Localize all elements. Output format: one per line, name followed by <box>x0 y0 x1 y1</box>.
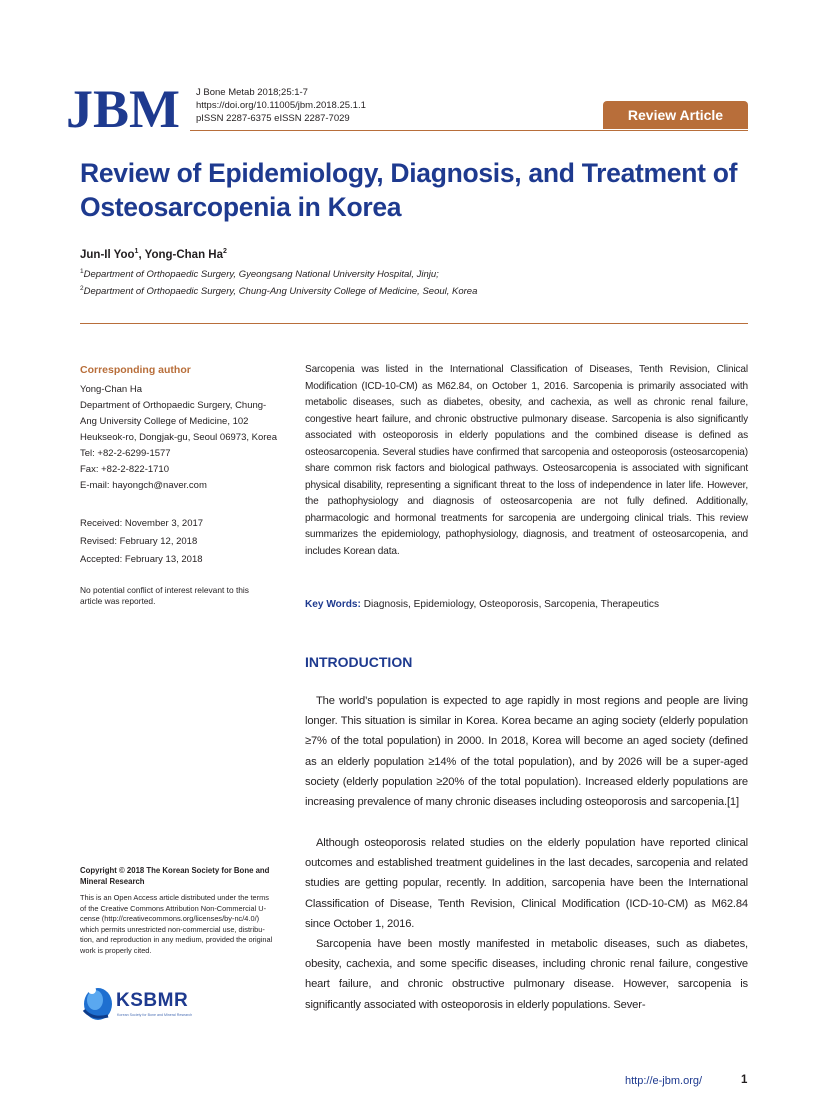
conflict-line: article was reported. <box>80 596 156 606</box>
corr-line: Heukseok-ro, Dongjak-gu, Seoul 06973, Korea <box>80 432 277 443</box>
received-date: Received: November 3, 2017 <box>80 518 204 529</box>
copyright-line: Mineral Research <box>80 876 145 886</box>
license-line: of the Creative Commons Attribution Non-Commercial U- <box>80 903 267 913</box>
license-line: which permits unrestricted non-commercial use, distribu- <box>80 924 265 934</box>
conflict-line: No potential conflict of interest relevant to this <box>80 585 249 595</box>
keywords-text: Diagnosis, Epidemiology, Osteoporosis, Sarcopenia, Therapeutics <box>360 599 660 610</box>
author-sup: 2 <box>223 248 227 255</box>
header-rule <box>190 130 748 131</box>
author-name: Jun-Il Yoo <box>80 248 135 261</box>
corr-line: Tel: +82-2-6299-1577 <box>80 448 171 459</box>
license-line: This is an Open Access article distributed under the terms <box>80 893 269 902</box>
license-text <box>80 893 280 957</box>
body-paragraph: Although osteoporosis related studies on the elderly population have reported clinical outcomes and established treatment guidelines in the last decades, sarcopenia and related studies are getting popular, recently. In addition, sarcopenia have been the International Classification of Disease, Tenth Revision, Clinical Modification (ICD-10-CM) as M62.84 since October 1, 2016. <box>305 837 748 930</box>
license-line[interactable]: cense (http://creativecommons.org/licenses/by-nc/4.0/) <box>80 914 260 924</box>
revised-date: Revised: February 12, 2018 <box>80 536 198 547</box>
keywords <box>305 598 748 612</box>
society-subtitle: Korean Society for Bone and Mineral Research <box>117 1013 193 1017</box>
corr-email[interactable]: E-mail: hayongch@naver.com <box>80 480 207 491</box>
corr-line: Ang University College of Medicine, 102 <box>80 416 249 427</box>
author-list <box>80 248 227 261</box>
license-line: tion, and reproduction in any medium, provided the original <box>80 935 273 945</box>
article-title: Review of Epidemiology, Diagnosis, and Treatment of Osteosarcopenia in Korea <box>80 158 738 222</box>
journal-info <box>196 86 366 125</box>
citation: J Bone Metab 2018;25:1-7 <box>196 87 308 98</box>
affiliation-sup: 1 <box>80 268 84 275</box>
author-separator: , <box>138 248 145 261</box>
body-paragraph: Sarcopenia have been mostly manifested in metabolic diseases, such as diabetes, obesity, cachexia, and some specific diseases, including chronic renal failure, congestive heart failure, and chronic obstructive pulmonary disease. However, sarcopenia is significantly associated with osteoporosis in elderly populations. Sever- <box>305 938 748 1011</box>
affiliation-text: Department of Orthopaedic Surgery, Chung-Ang University College of Medicine, Seoul, Korea <box>83 286 478 298</box>
affiliation-sup: 2 <box>80 285 84 292</box>
author-sup: 1 <box>134 248 139 255</box>
affiliation <box>80 268 439 280</box>
affiliation-text: Department of Orthopaedic Surgery, Gyeongsang National University Hospital, Jinju; <box>83 269 439 281</box>
journal-url-link[interactable]: http://e-jbm.org/ <box>625 1075 703 1087</box>
accepted-date: Accepted: February 13, 2018 <box>80 554 203 565</box>
affiliation <box>80 285 477 297</box>
conflict-statement <box>80 585 285 607</box>
body-paragraph: The world’s population is expected to age rapidly in most regions and people are living longer. This situation is similar in Korea. Korea became an aging society (elderly population ≥7% of the total population) in 2000. In 2018, Korea will become an aged society (defined as an elderly population ≥14% of the total population), and by 2026 will be a super-aged society (elderly population ≥20% of the total population). Increased elderly populations are increasing prevalence of many chronic diseases including osteoporosis and sarcopenia.[1] <box>305 695 748 809</box>
corr-line: Fax: +82-2-822-1710 <box>80 464 169 475</box>
introduction-heading: INTRODUCTION <box>305 654 413 670</box>
copyright-line: Copyright © 2018 The Korean Society for Bone and <box>80 866 270 875</box>
doi-link[interactable]: https://doi.org/10.11005/jbm.2018.25.1.1 <box>196 100 366 111</box>
article-type-badge: Review Article <box>603 101 748 129</box>
copyright-heading <box>80 866 280 887</box>
corr-line: Yong-Chan Ha <box>80 384 142 395</box>
issn: pISSN 2287-6375 eISSN 2287-7029 <box>196 113 350 124</box>
corresponding-author-block <box>80 382 285 494</box>
dates-block <box>80 515 285 569</box>
keywords-label: Key Words: <box>305 599 361 610</box>
abstract: Sarcopenia was listed in the International Classification of Diseases, Tenth Revision, Clinical Modification (ICD-10-CM) as M62.84, on October 1, 2016. Sarcopenia is primarily associated with metabolic diseases, such as diabetes, obesity, and cachexia, as well as chronic renal failure, congestive heart failure, and chronic obstructive pulmonary disease. Sarcopenia is also significantly associated with osteoporosis in elderly populations and the combined disease is defined as osteosarcopenia. Several studies have confirmed that sarcopenia and osteoporosis (osteosarcopenia) share common risk factors and biological pathways. Osteosarcopenia is associated with significant physical disability, representing a significant threat to the loss of independence in later life. However, the pathophysiology and diagnosis of osteosarcopenia are not fully defined. Additionally, pharmacologic and hormonal treatments for sarcopenia are undergoing clinical trials. This review summarizes the epidemiology, pathophysiology, diagnosis, and treatment of osteosarcopenia, and includes Korean data. <box>305 364 748 557</box>
society-name: KSBMR <box>116 990 189 1011</box>
corr-line: Department of Orthopaedic Surgery, Chung- <box>80 400 267 411</box>
license-line: work is properly cited. <box>80 945 152 955</box>
corresponding-author-heading: Corresponding author <box>80 364 191 376</box>
author-name: Yong-Chan Ha <box>144 248 223 261</box>
section-rule <box>80 323 748 324</box>
page-number: 1 <box>741 1074 748 1086</box>
journal-logo: JBM <box>66 79 180 139</box>
